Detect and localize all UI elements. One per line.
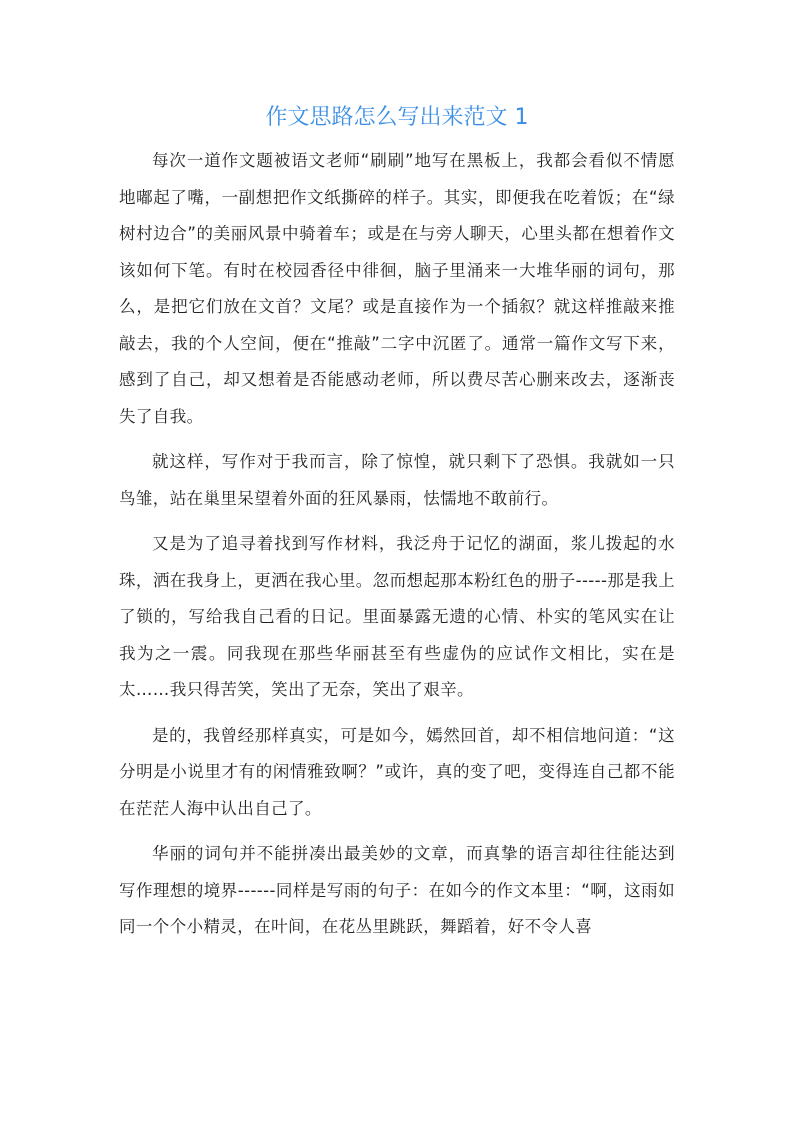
paragraph-4: 是的，我曾经那样真实，可是如今，嫣然回首，却不相信地问道：“这分明是小说里才有的闲情雅致啊？”或许，真的变了吧，变得连自己都不能在茫茫人海中认出自己了。 — [119, 725, 675, 818]
paragraph-1: 每次一道作文题被语文老师“刷刷”地写在黑板上，我都会看似不情愿地嘟起了嘴，一副想把作文纸撕碎的样子。其实，即便我在吃着饭；在“绿树村边合”的美丽风景中骑着车；或是在与旁人聊天，心里头都在想着作文该如何下笔。有时在校园香径中徘徊，脑子里涌来一大堆华丽的词句，那么，是把它们放在文首？文尾？或是直接作为一个插叙？就这样推敲来推敲去，我的个人空间，便在“推敲”二字中沉匿了。通常一篇作文写下来，感到了自己，却又想着是否能感动老师，所以费尽苦心删来改去，逐渐丧失了自我。 — [119, 151, 675, 426]
paragraph-3: 又是为了追寻着找到写作材料，我泛舟于记忆的湖面，浆儿拨起的水珠，洒在我身上，更洒在我心里。忽而想起那本粉红色的册子-----那是我上了锁的，写给我自己看的日记。里面暴露无遗的心情、朴实的笔风实在让我为之一震。同我现在那些华丽甚至有些虚伪的应试作文相比，实在是太……我只得苦笑，笑出了无奈，笑出了艰辛。 — [119, 534, 675, 699]
page-title: 作文思路怎么写出来范文 1 — [265, 105, 529, 130]
paragraph-2: 就这样，写作对于我而言，除了惊惶，就只剩下了恐惧。我就如一只鸟雏，站在巢里呆望着外面的狂风暴雨，怯懦地不敢前行。 — [119, 452, 675, 508]
article-body — [119, 143, 675, 955]
paragraph-5: 华丽的词句并不能拼凑出最美妙的文章，而真挚的语言却往往能达到写作理想的境界------同样是写雨的句子：在如今的作文本里：“啊，这雨如同一个个小精灵，在叶间，在花丛里跳跃，舞蹈着，好不令人喜 — [119, 844, 675, 936]
